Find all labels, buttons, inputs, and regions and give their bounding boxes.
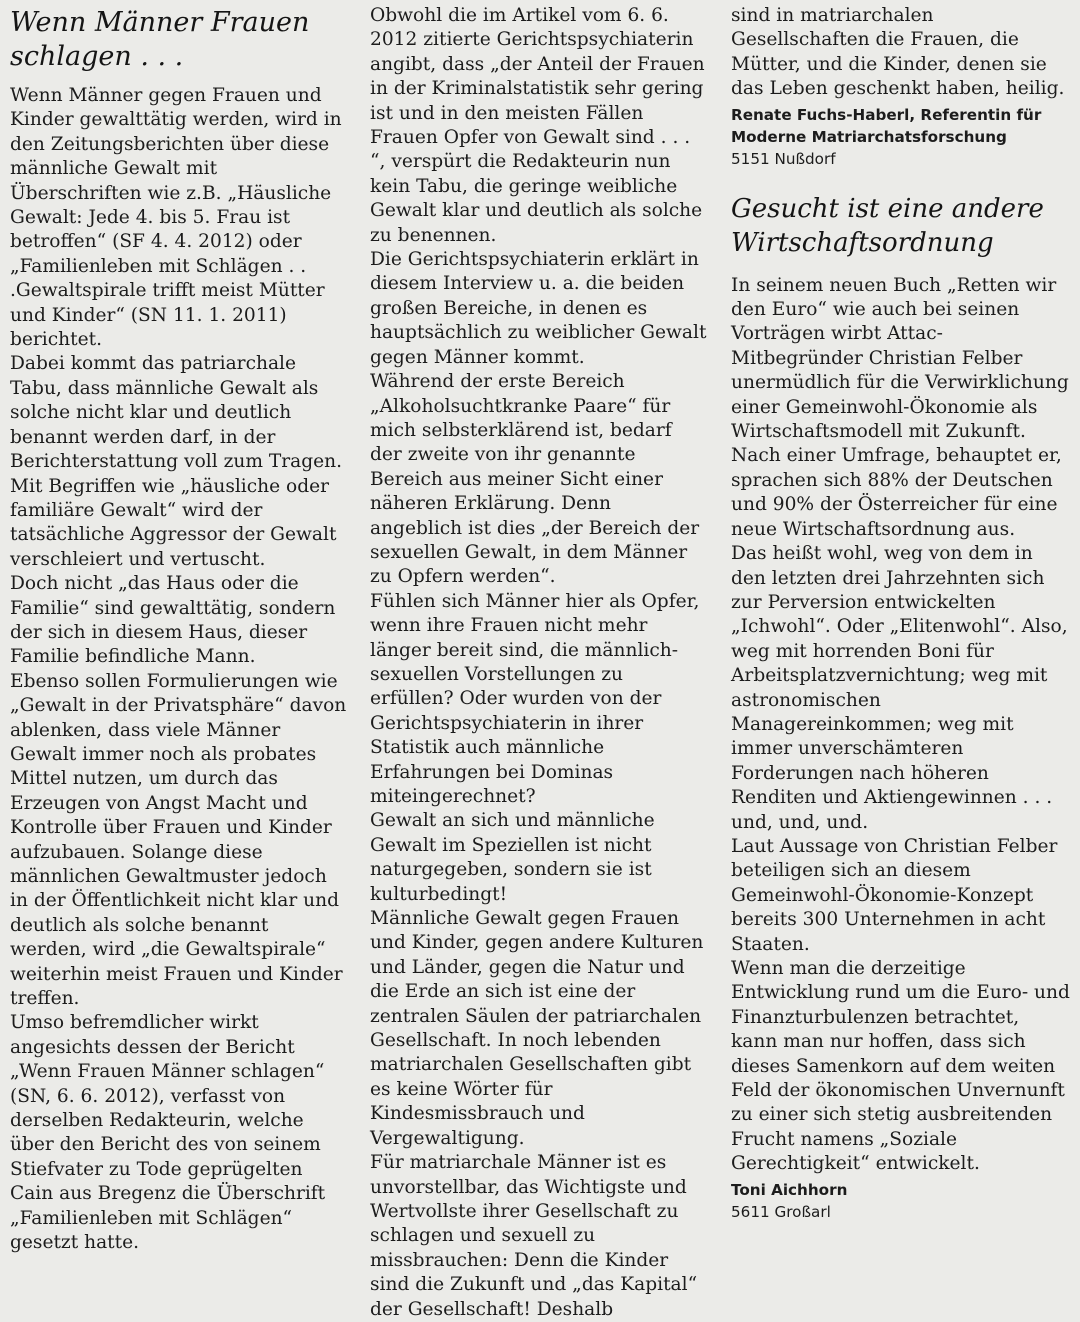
paragraph: Gewalt an sich und männliche Gewalt im Speziellen ist nicht naturgegeben, sondern sie ist kulturbedingt! [370,810,655,905]
column-right [731,4,1071,1223]
paragraph: Wenn Männer gegen Frauen und Kinder gewalttätig werden, wird in den Zeitungsberichten über diese männliche Gewalt mit Überschriften wie z.B. „Häusliche Gewalt: Jede 4. bis 5. Frau ist betroffen“ (SF 4. 4. 2012) oder „Familienleben mit Schlägen . . .Gewaltspirale trifft meist Mütter und Kinder“ (SN 11. 1. 2011) berichtet. [10,85,342,351]
paragraph: Die Gerichtspsychiaterin erklärt in diesem Interview u. a. die beiden großen Bereiche, in denen es hauptsächlich zu weiblicher Gewalt gegen Männer kommt. [370,249,707,368]
paragraph: Umso befremdlicher wirkt angesichts dessen der Bericht „Wenn Frauen Männer schlagen“ (SN, 6. 6. 2012), verfasst von derselben Redakteurin, welche über den Bericht des von seinem Stiefvater zu Tode geprügelten Cain aus Bregenz die Überschrift „Familienleben mit Schlägen“ gesetzt hatte. [10,1012,326,1254]
paragraph: Ebenso sollen Formulierungen wie „Gewalt in der Privatsphäre“ davon ablenken, dass viele Männer Gewalt immer noch als probates Mittel nutzen, um durch das Erzeugen von Angst Macht und Kontrolle über Frauen und Kinder aufzubauen. Solange diese männlichen Gewaltmuster jedoch in der Öffentlichkeit nicht klar und deutlich als solche benannt werden, wird „die Gewaltspirale“ weiterhin meist Frauen und Kinder treffen. [10,670,347,1010]
paragraph-continuation: sind in matriarchalen Gesellschaften die Frauen, die Mütter, und die Kinder, denen sie das Leben geschenkt haben, heilig. [731,5,1065,100]
author-place-2: 5611 Großarl [731,1202,831,1221]
column-middle [370,4,708,1322]
paragraph: In seinem neuen Buch „Retten wir den Euro“ wie auch bei seinen Vorträgen wirbt Attac-Mitbegründer Christian Felber unermüdlich für die Verwirklichung einer Gemeinwohl-Ökonomie als Wirtschaftsmodell mit Zukunft. [731,274,1069,443]
paragraph: Dabei kommt das patriarchale Tabu, dass männliche Gewalt als solche nicht klar und deutlich benannt werden darf, in der Berichterstattung voll zum Tragen. [10,353,343,473]
paragraph: Das heißt wohl, weg von dem in den letzten drei Jahrzehnten sich zur Perversion entwickelten „Ichwohl“. Oder „Elitenwohl“. Also, weg mit horrenden Boni für Arbeitsplatzvernichtung; weg mit astronomischen Managereinkommen; weg mit immer unverschämteren Forderungen nach höheren Renditen und Aktiengewinnen . . . und, und, und. [731,543,1068,833]
author-place-1: 5151 Nußdorf [731,149,836,168]
paragraph: Laut Aussage von Christian Felber beteiligen sich an diesem Gemeinwohl-Ökonomie-Konzept bereits 300 Unternehmen in acht Staaten. [731,835,1058,955]
paragraph: Obwohl die im Artikel vom 6. 6. 2012 zitierte Gerichtspsychiaterin angibt, dass „der Anteil der Frauen in der Kriminalstatistik sehr gering ist und in den meisten Fällen Frauen Opfer von Gewalt sind . . . “, verspürt die Redakteurin nun kein Tabu, die geringe weibliche Gewalt klar und deutlich als solche zu benennen. [370,5,705,246]
column-left [10,6,350,1256]
author-name-1: Renate Fuchs-Haberl, Referentin für Moderne Matriarchatsforschung [731,105,1042,146]
paragraph: Mit Begriffen wie „häusliche oder familiäre Gewalt“ wird der tatsächliche Aggressor der Gewalt verschleiert und vertuscht. [10,475,337,570]
paragraph: Nach einer Umfrage, behauptet er, sprachen sich 88% der Deutschen und 90% der Österreicher für eine neue Wirtschaftsordnung aus. [731,445,1062,540]
paragraph: Für matriarchale Männer ist es unvorstellbar, das Wichtigste und Wertvollste ihrer Gesellschaft zu schlagen und sexuell zu missbrauchen: Denn die Kinder sind die Zukunft und „das Kapital“ der Gesellschaft! Deshalb [370,1152,698,1320]
author-name-2: Toni Aichhorn [731,1180,848,1199]
headline-letter-1: Wenn Männer Frauen schlagen . . . [10,7,310,72]
paragraph: Wenn man die derzeitige Entwicklung rund um die Euro- und Finanzturbulenzen betrachtet, kann man nur hoffen, dass sich dieses Samenkorn auf dem weiten Feld der ökonomischen Unvernunft zu einer sich stetig ausbreitenden Frucht namens „Soziale Gerechtigkeit“ entwickelt. [731,958,1070,1175]
paragraph: Doch nicht „das Haus oder die Familie“ sind gewalttätig, sondern der sich in diesem Haus, dieser Familie befindliche Mann. [10,573,336,668]
paragraph: Männliche Gewalt gegen Frauen und Kinder, gegen andere Kulturen und Länder, gegen die Natur und die Erde an sich ist eine der zentralen Säulen der patriarchalen Gesellschaft. In noch lebenden matriarchalen Gesellschaften gibt es keine Wörter für Kindesmissbrauch und Vergewaltigung. [370,908,704,1149]
headline-letter-2: Gesucht ist eine andere Wirtschaftsordnung [731,193,1044,258]
paragraph: Fühlen sich Männer hier als Opfer, wenn ihre Frauen nicht mehr länger bereit sind, die männlich-sexuellen Vorstellungen zu erfüllen? Oder wurden von der Gerichtspsychiaterin in ihrer Statistik auch männliche Erfahrungen bei Dominas miteingerechnet? [370,590,700,807]
paragraph: Während der erste Bereich „Alkoholsuchtkranke Paare“ für mich selbsterklärend ist, bedarf der zweite von ihr genannte Bereich aus meiner Sicht einer näheren Erklärung. Denn angeblich ist dies „der Bereich der sexuellen Gewalt, in dem Männer zu Opfern werden“. [370,371,700,588]
